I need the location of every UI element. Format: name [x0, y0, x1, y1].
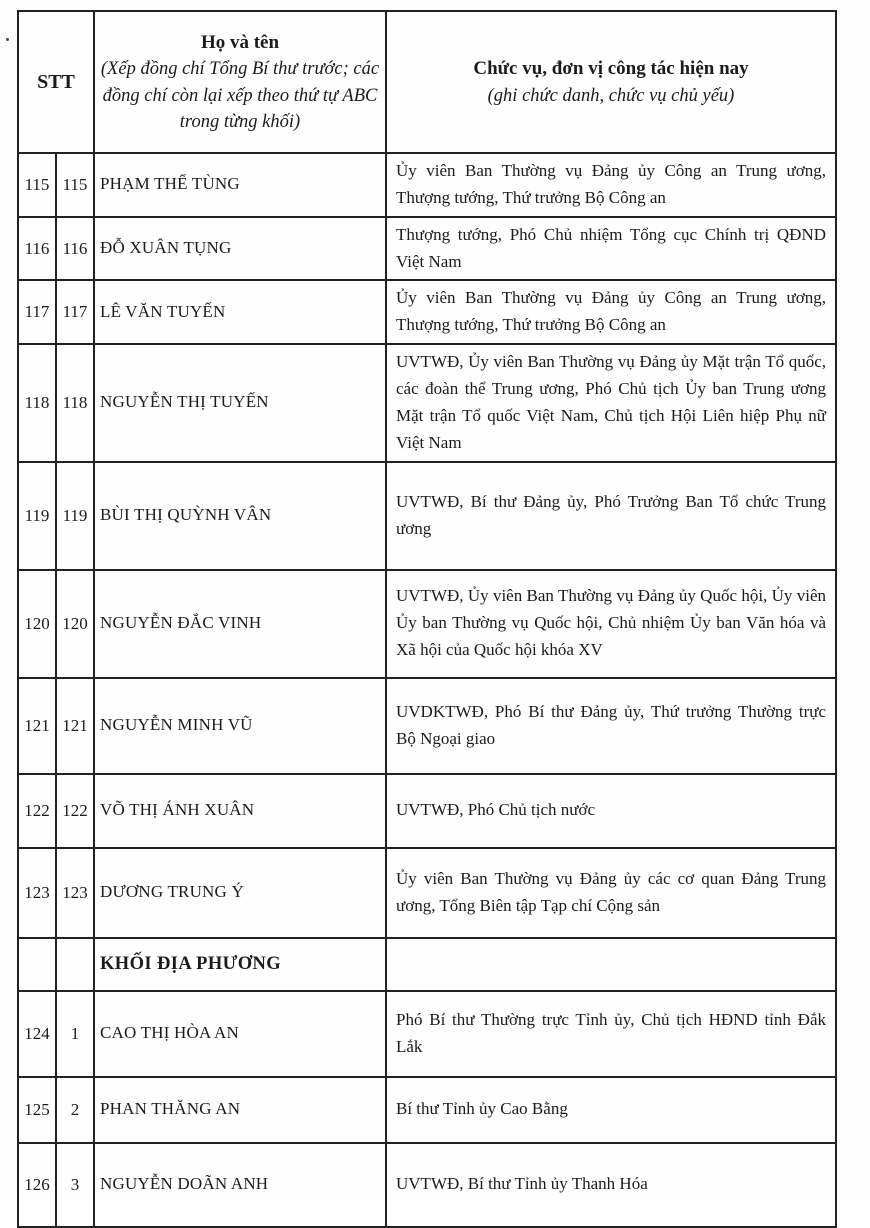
- stt-cell: 122: [18, 774, 56, 848]
- table-row: [18, 153, 836, 217]
- stt-cell: 119: [18, 462, 56, 570]
- header-stt: [18, 11, 94, 153]
- header-stt-label: STT: [37, 70, 75, 93]
- position-cell: [386, 938, 836, 991]
- group-no-cell: [56, 938, 94, 991]
- table-row: [18, 1143, 836, 1227]
- table-row: [18, 280, 836, 344]
- table-row: [18, 848, 836, 938]
- position-cell: Phó Bí thư Thường trực Tỉnh ủy, Chủ tịch HĐND tỉnh Đắk Lắk: [386, 991, 836, 1077]
- header-position-note: (ghi chức danh, chức vụ chủ yếu): [487, 85, 735, 106]
- stt-cell: [18, 938, 56, 991]
- stt-cell: 118: [18, 344, 56, 461]
- position-cell: UVTWĐ, Bí thư Đảng ủy, Phó Trưởng Ban Tổ chức Trung ương: [386, 462, 836, 570]
- group-no-cell: 119: [56, 462, 94, 570]
- stt-cell: 120: [18, 570, 56, 678]
- group-no-cell: 1: [56, 991, 94, 1077]
- name-cell: PHẠM THẾ TÙNG: [94, 153, 386, 217]
- group-no-cell: 120: [56, 570, 94, 678]
- table-row: [18, 462, 836, 570]
- table-row: [18, 678, 836, 774]
- table-header: [18, 11, 836, 153]
- table-row: [18, 570, 836, 678]
- group-no-cell: 117: [56, 280, 94, 344]
- stt-cell: 123: [18, 848, 56, 938]
- name-cell: DƯƠNG TRUNG Ý: [94, 848, 386, 938]
- group-no-cell: 118: [56, 344, 94, 461]
- scan-artifact-dot: [6, 38, 9, 41]
- name-cell: BÙI THỊ QUỲNH VÂN: [94, 462, 386, 570]
- name-cell: LÊ VĂN TUYẾN: [94, 280, 386, 344]
- position-cell: UVTWĐ, Ủy viên Ban Thường vụ Đảng ủy Mặt trận Tổ quốc, các đoàn thể Trung ương, Phó Chủ tịch Ủy ban Trung ương Mặt trận Tổ quốc Việt Nam, Chủ tịch Hội Liên hiệp Phụ nữ Việt Nam: [386, 344, 836, 461]
- name-cell: NGUYỄN MINH VŨ: [94, 678, 386, 774]
- position-cell: Thượng tướng, Phó Chủ nhiệm Tổng cục Chính trị QĐND Việt Nam: [386, 217, 836, 281]
- group-no-cell: 121: [56, 678, 94, 774]
- position-cell: UVTWĐ, Phó Chủ tịch nước: [386, 774, 836, 848]
- position-cell: Ủy viên Ban Thường vụ Đảng ủy Công an Trung ương, Thượng tướng, Thứ trưởng Bộ Công an: [386, 153, 836, 217]
- name-cell: NGUYỄN DOÃN ANH: [94, 1143, 386, 1227]
- section-title: KHỐI ĐỊA PHƯƠNG: [94, 938, 386, 991]
- header-name-note: (Xếp đồng chí Tổng Bí thư trước; các đồng chí còn lại xếp theo thứ tự ABC trong từng khối): [100, 59, 380, 132]
- stt-cell: 115: [18, 153, 56, 217]
- group-no-cell: 115: [56, 153, 94, 217]
- position-cell: UVTWĐ, Ủy viên Ban Thường vụ Đảng ủy Quốc hội, Ủy viên Ủy ban Thường vụ Quốc hội, Chủ nhiệm Ủy ban Văn hóa và Xã hội của Quốc hội khóa XV: [386, 570, 836, 678]
- table-row: [18, 217, 836, 281]
- stt-cell: 126: [18, 1143, 56, 1227]
- name-cell: ĐỖ XUÂN TỤNG: [94, 217, 386, 281]
- table-row: [18, 774, 836, 848]
- header-position: [386, 11, 836, 153]
- group-no-cell: 3: [56, 1143, 94, 1227]
- table-row: [18, 1077, 836, 1143]
- position-cell: Ủy viên Ban Thường vụ Đảng ủy các cơ quan Đảng Trung ương, Tổng Biên tập Tạp chí Cộng sản: [386, 848, 836, 938]
- group-no-cell: 123: [56, 848, 94, 938]
- stt-cell: 117: [18, 280, 56, 344]
- position-cell: UVTWĐ, Bí thư Tỉnh ủy Thanh Hóa: [386, 1143, 836, 1227]
- table-body: [18, 153, 836, 1227]
- position-cell: Ủy viên Ban Thường vụ Đảng ủy Công an Trung ương, Thượng tướng, Thứ trưởng Bộ Công an: [386, 280, 836, 344]
- section-row: [18, 938, 836, 991]
- stt-cell: 125: [18, 1077, 56, 1143]
- stt-cell: 124: [18, 991, 56, 1077]
- header-name-title: Họ và tên: [200, 31, 280, 53]
- roster-table: [17, 10, 837, 1228]
- name-cell: CAO THỊ HÒA AN: [94, 991, 386, 1077]
- table-row: [18, 991, 836, 1077]
- group-no-cell: 2: [56, 1077, 94, 1143]
- group-no-cell: 122: [56, 774, 94, 848]
- name-cell: NGUYỄN ĐẮC VINH: [94, 570, 386, 678]
- stt-cell: 116: [18, 217, 56, 281]
- name-cell: NGUYỄN THỊ TUYẾN: [94, 344, 386, 461]
- group-no-cell: 116: [56, 217, 94, 281]
- name-cell: PHAN THĂNG AN: [94, 1077, 386, 1143]
- position-cell: UVDKTWĐ, Phó Bí thư Đảng ủy, Thứ trưởng Thường trực Bộ Ngoại giao: [386, 678, 836, 774]
- position-cell: Bí thư Tỉnh ủy Cao Bằng: [386, 1077, 836, 1143]
- name-cell: VÕ THỊ ÁNH XUÂN: [94, 774, 386, 848]
- table-row: [18, 344, 836, 461]
- stt-cell: 121: [18, 678, 56, 774]
- header-row: [18, 11, 836, 153]
- header-position-title: Chức vụ, đơn vị công tác hiện nay: [473, 58, 749, 80]
- header-name: [94, 11, 386, 153]
